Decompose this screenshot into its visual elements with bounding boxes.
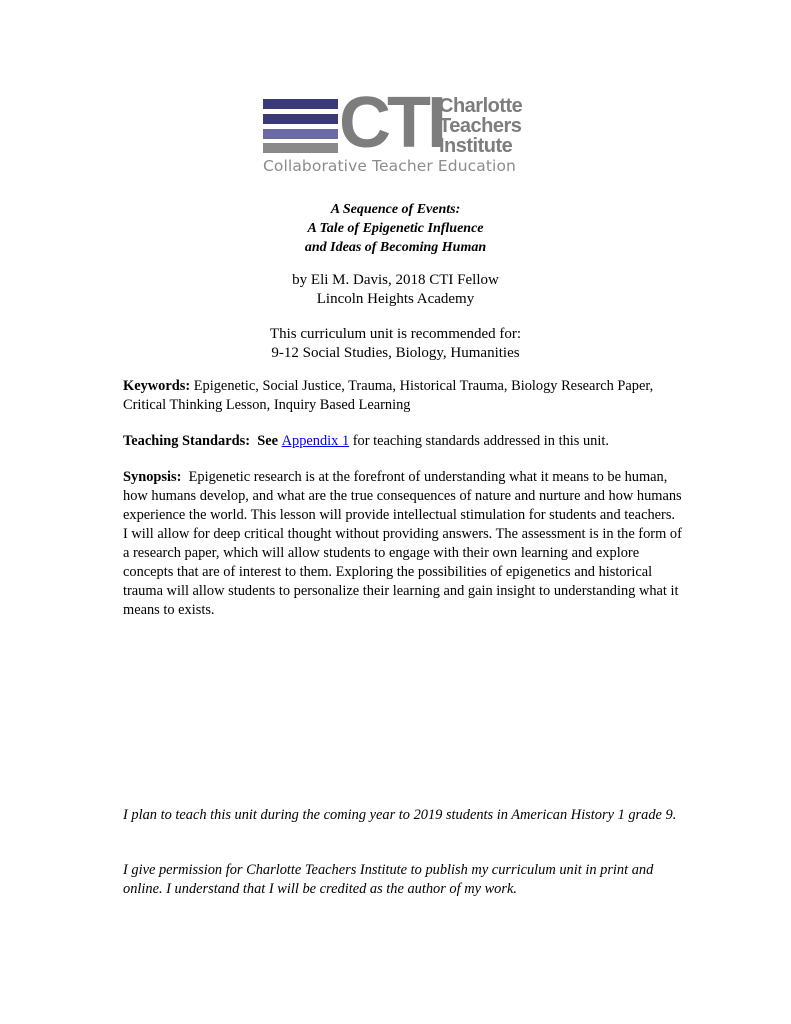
permission-statement: I give permission for Charlotte Teachers Institute to publish my curriculum unit in print and online. I understand that I will be credited as the author of my work. bbox=[123, 862, 654, 897]
cti-logo bbox=[263, 83, 525, 178]
logo-bar bbox=[263, 114, 338, 124]
title-line: A Sequence of Events: bbox=[330, 202, 461, 217]
logo-tagline: Collaborative Teacher Education bbox=[263, 157, 516, 175]
logo-bar bbox=[263, 99, 338, 109]
unit-title bbox=[0, 200, 791, 257]
title-line: and Ideas of Becoming Human bbox=[304, 240, 487, 255]
appendix-link[interactable]: Appendix 1 bbox=[281, 433, 350, 449]
standards-rest: for teaching standards addressed in this unit. bbox=[349, 433, 609, 449]
logo-name-line: Charlotte bbox=[439, 95, 523, 117]
logo-mark: CTI bbox=[339, 83, 443, 163]
title-line: A Tale of Epigenetic Influence bbox=[307, 221, 484, 236]
recommendation-intro: This curriculum unit is recommended for: bbox=[269, 326, 522, 342]
recommendation-block bbox=[0, 325, 791, 363]
plan-statement: I plan to teach this unit during the coming year to 2019 students in American History 1 grade 9. bbox=[123, 807, 677, 823]
author-byline: by Eli M. Davis, 2018 CTI Fellow bbox=[292, 272, 499, 288]
logo-name-line: Institute bbox=[439, 135, 513, 157]
keywords-text: Epigenetic, Social Justice, Trauma, Historical Trauma, Biology Research Paper, Critical Thinking Lesson, Inquiry Based Learning bbox=[123, 378, 654, 413]
standards-see: See bbox=[250, 433, 282, 449]
logo-bar bbox=[263, 143, 338, 153]
keywords-label: Keywords: bbox=[123, 378, 191, 394]
keywords-paragraph bbox=[123, 377, 683, 415]
standards-paragraph bbox=[123, 432, 683, 451]
author-school: Lincoln Heights Academy bbox=[316, 291, 475, 307]
logo-name bbox=[439, 96, 522, 156]
synopsis-paragraph bbox=[123, 468, 686, 620]
recommendation-subjects: 9-12 Social Studies, Biology, Humanities bbox=[271, 345, 520, 361]
author-block bbox=[0, 271, 791, 309]
synopsis-label: Synopsis: bbox=[123, 469, 182, 485]
logo-bar bbox=[263, 129, 338, 139]
synopsis-text: Epigenetic research is at the forefront of understanding what it means to be human, how humans develop, and what are the true consequences of nature and nurture and how humans experience the world. This lesson will provide intellectual stimulation for students and teachers. I will allow for deep critical thought without providing answers. The assessment is in the form of a research paper, which will allow students to engage with their own learning and explore concepts that are of interest to them. Exploring the possibilities of epigenetics and historical trauma will allow students to personalize their learning and gain insight to understanding what it means to exists. bbox=[123, 469, 686, 618]
standards-label: Teaching Standards: bbox=[123, 433, 251, 449]
logo-bars-icon bbox=[263, 96, 341, 156]
logo-name-line: Teachers bbox=[439, 115, 522, 137]
